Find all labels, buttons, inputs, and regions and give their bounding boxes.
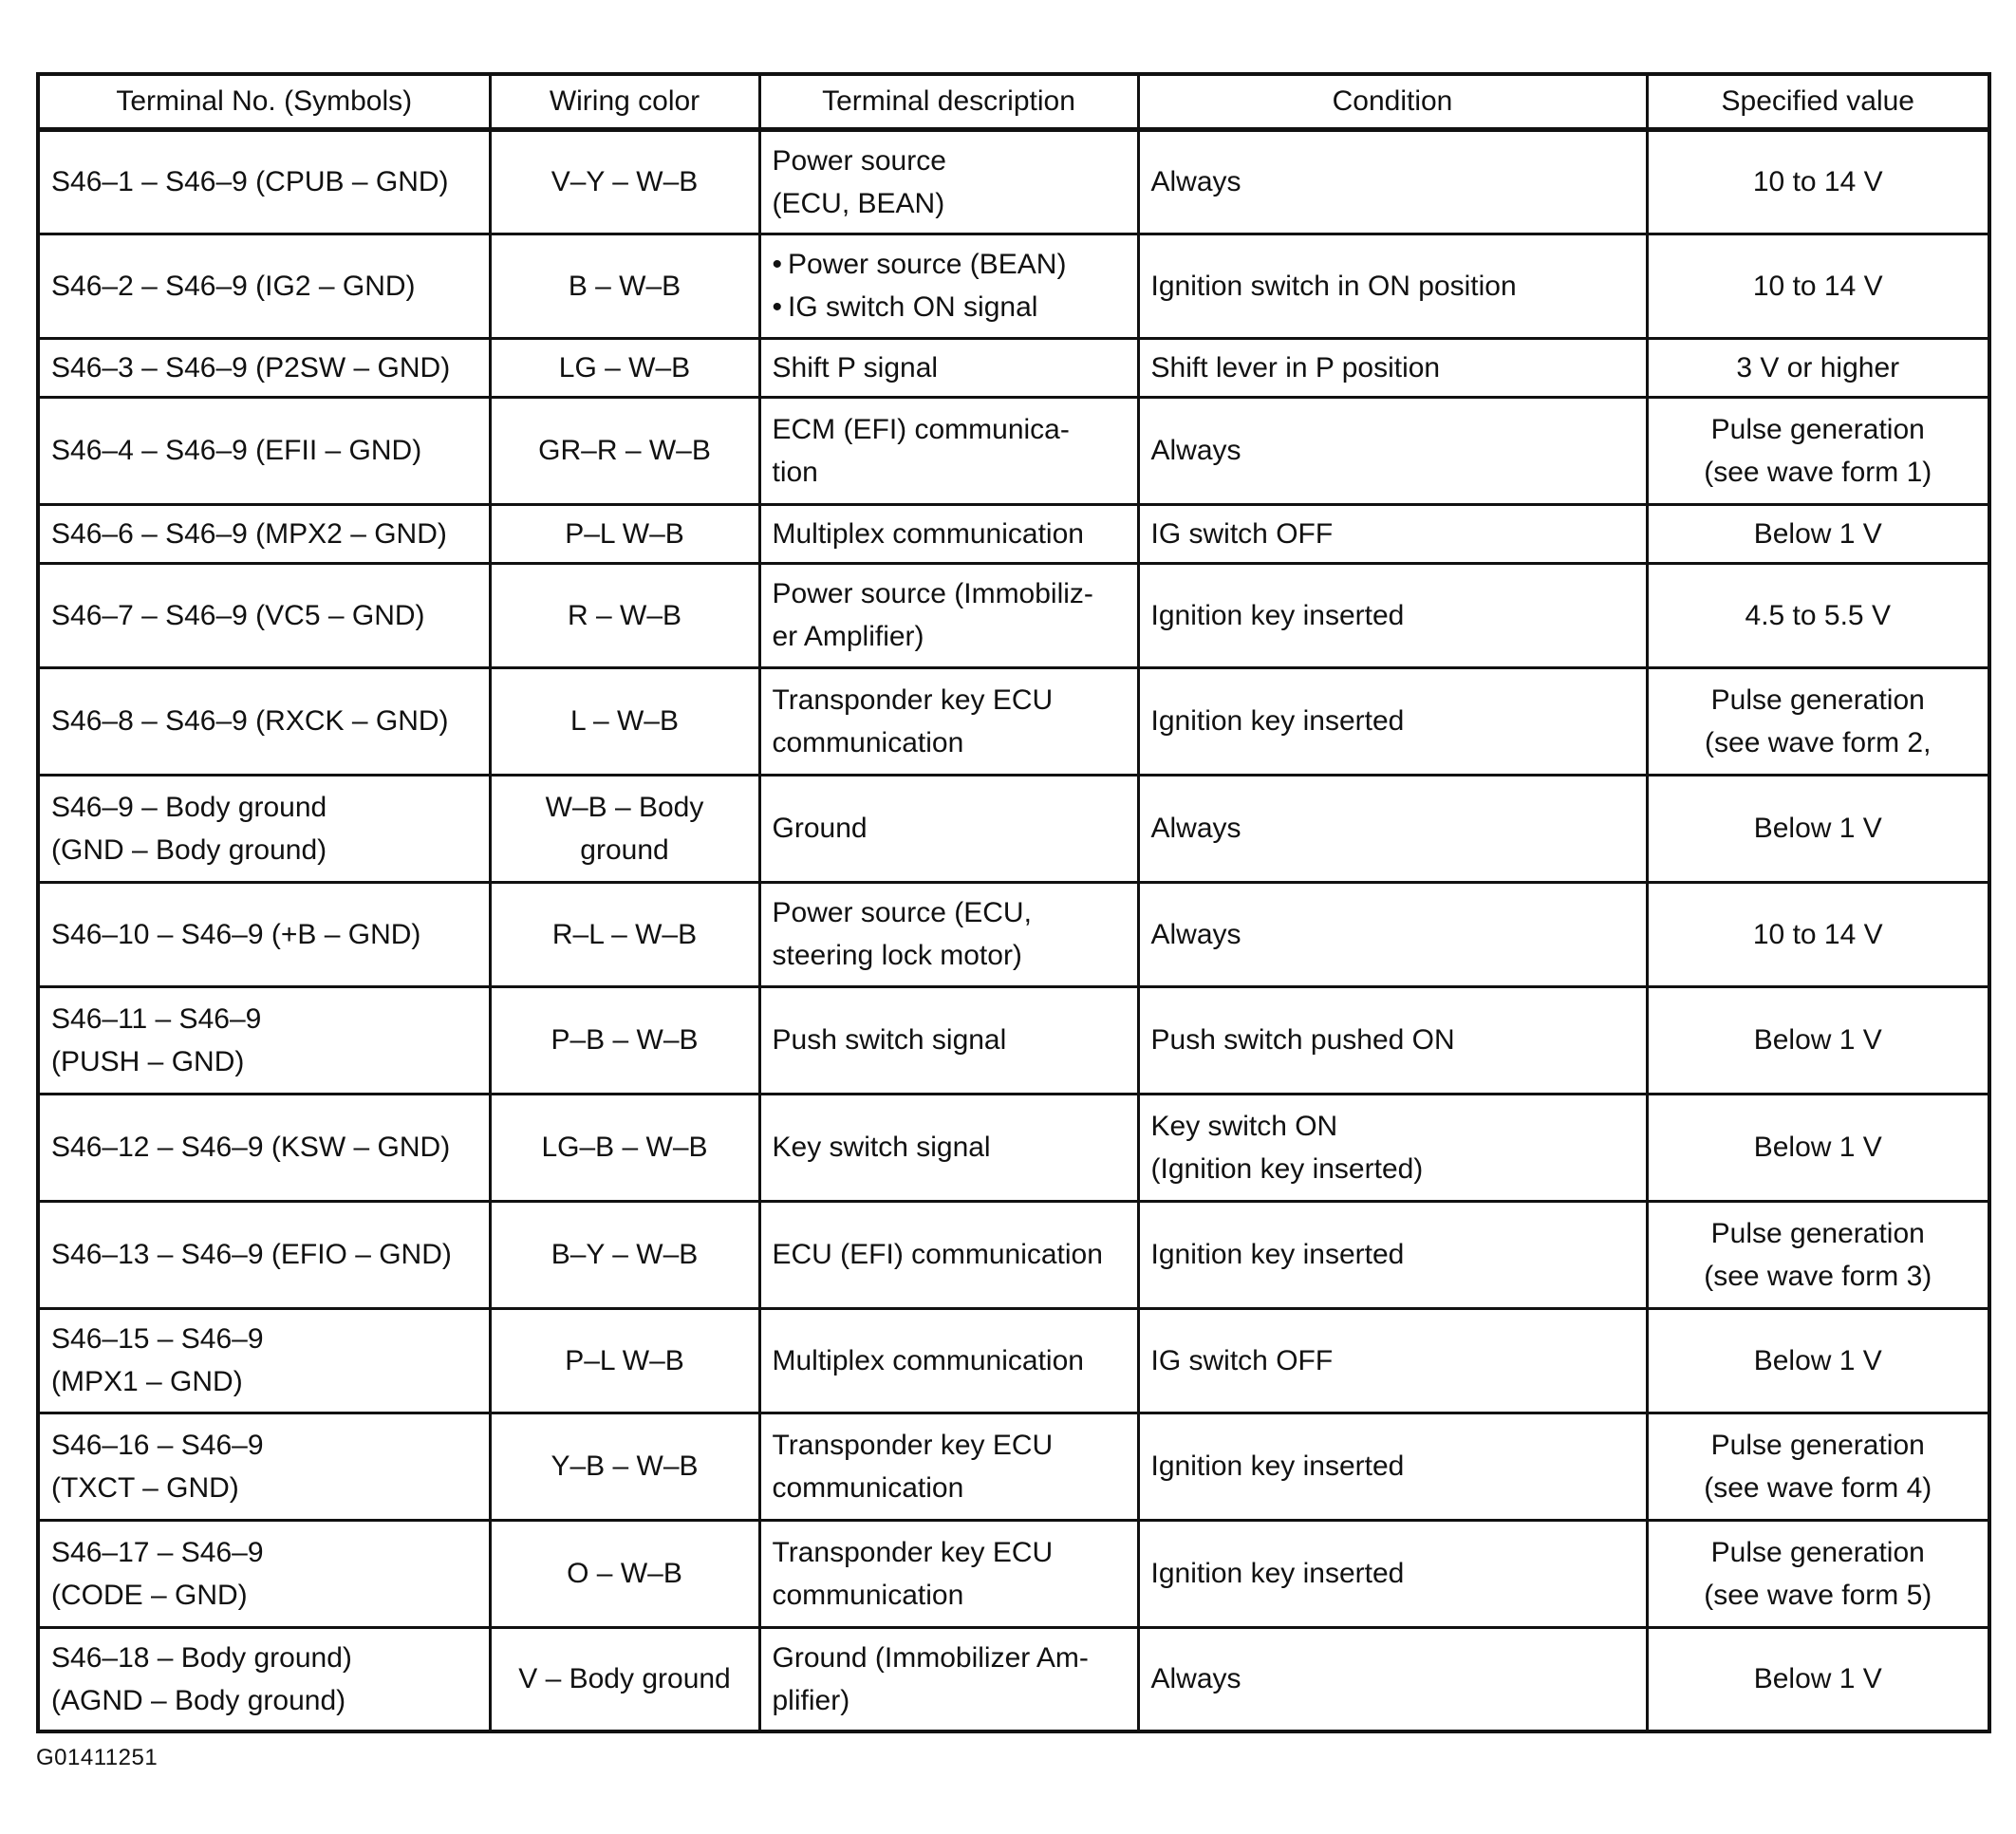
table-row: [38, 234, 1989, 338]
terminal-cell-line: S46–3 – S46–9 (P2SW – GND): [51, 351, 451, 384]
condition-cell: [1138, 1094, 1647, 1201]
terminal-cell-line: S46–8 – S46–9 (RXCK – GND): [51, 705, 449, 737]
wiring-color-cell: [490, 504, 759, 563]
wiring-color-cell-line: L – W–B: [570, 705, 679, 737]
terminal-cell: [38, 1201, 490, 1308]
description-cell: [759, 882, 1138, 986]
terminal-cell-line: S46–10 – S46–9 (+B – GND): [51, 918, 421, 950]
condition-cell: [1138, 1308, 1647, 1413]
condition-cell-line: Always: [1150, 435, 1241, 466]
terminal-cell-line: S46–2 – S46–9 (IG2 – GND): [51, 270, 416, 302]
condition-cell-line: Ignition key inserted: [1150, 1239, 1405, 1270]
specified-value-cell-line: (see wave form 1): [1704, 456, 1932, 488]
wiring-color-cell: [490, 129, 759, 234]
condition-cell-line: Ignition key inserted: [1150, 705, 1405, 737]
condition-cell: [1138, 1627, 1647, 1731]
specified-value-cell-line: 10 to 14 V: [1752, 918, 1883, 950]
wiring-color-cell: [490, 1201, 759, 1308]
table-row: [38, 667, 1989, 775]
table-row: [38, 1094, 1989, 1201]
terminal-cell-line: (PUSH – GND): [51, 1045, 245, 1077]
specified-value-cell: [1647, 397, 1989, 504]
terminal-cell-line: S46–13 – S46–9 (EFIO – GND): [51, 1239, 452, 1270]
description-cell-line: communication: [772, 726, 964, 758]
table-row: [38, 563, 1989, 667]
terminal-cell: [38, 1520, 490, 1627]
condition-cell-line: Shift lever in P position: [1150, 351, 1441, 384]
condition-cell-line: Key switch ON: [1150, 1110, 1338, 1142]
header-terminal-description: Terminal description: [759, 74, 1138, 129]
specified-value-cell-line: (see wave form 5): [1704, 1579, 1932, 1611]
condition-cell-line: Ignition key inserted: [1150, 1450, 1405, 1482]
wiring-color-cell: [490, 1520, 759, 1627]
specified-value-cell-line: Below 1 V: [1753, 517, 1882, 550]
specified-value-cell: [1647, 504, 1989, 563]
wiring-color-cell-line: P–L W–B: [565, 517, 684, 550]
description-cell-line: communication: [772, 1579, 964, 1611]
wiring-color-cell: [490, 1308, 759, 1413]
specified-value-cell: [1647, 667, 1989, 775]
figure-code: G01411251: [36, 1745, 159, 1770]
header-condition: Condition: [1138, 74, 1647, 129]
specified-value-cell-line: Below 1 V: [1753, 1132, 1882, 1163]
specified-value-cell: [1647, 1413, 1989, 1520]
condition-cell-line: Always: [1150, 166, 1241, 197]
wiring-color-cell-line: W–B – Body: [545, 791, 704, 823]
specified-value-cell-line: Below 1 V: [1753, 1344, 1882, 1376]
table-row: [38, 504, 1989, 563]
terminal-cell: [38, 667, 490, 775]
terminal-cell: [38, 338, 490, 397]
wiring-color-cell-line: V – Body ground: [518, 1663, 731, 1695]
description-bullet-line: • IG switch ON signal: [773, 286, 1126, 328]
terminal-cell: [38, 775, 490, 882]
condition-cell: [1138, 775, 1647, 882]
specified-value-cell-line: Pulse generation: [1710, 413, 1925, 445]
terminal-cell-line: S46–16 – S46–9: [51, 1429, 264, 1461]
condition-cell-line: (Ignition key inserted): [1150, 1152, 1424, 1185]
specified-value-cell-line: (see wave form 4): [1704, 1471, 1932, 1504]
header-wiring-color: Wiring color: [490, 74, 759, 129]
terminal-cell-line: (CODE – GND): [51, 1579, 248, 1611]
terminal-cell-line: S46–6 – S46–9 (MPX2 – GND): [51, 517, 447, 550]
condition-cell-line: IG switch OFF: [1150, 1344, 1334, 1376]
wiring-color-cell-line: Y–B – W–B: [551, 1450, 699, 1482]
terminal-cell-line: S46–18 – Body ground): [51, 1641, 352, 1674]
description-cell: [759, 1520, 1138, 1627]
terminal-cell-line: S46–15 – S46–9: [51, 1323, 264, 1355]
terminal-cell: [38, 504, 490, 563]
description-cell: [759, 563, 1138, 667]
wiring-color-cell-line: P–L W–B: [565, 1344, 684, 1376]
description-cell-line: communication: [772, 1471, 964, 1504]
specified-value-cell: [1647, 563, 1989, 667]
description-cell: [759, 1094, 1138, 1201]
terminal-cell-line: (TXCT – GND): [51, 1471, 239, 1504]
specified-value-cell-line: 10 to 14 V: [1752, 270, 1883, 302]
description-cell-line: Transponder key ECU: [772, 1429, 1054, 1461]
specified-value-cell-line: 10 to 14 V: [1752, 166, 1883, 197]
specified-value-cell-line: 3 V or higher: [1736, 351, 1900, 384]
specified-value-cell-line: (see wave form 2,: [1705, 726, 1932, 758]
wiring-color-cell: [490, 775, 759, 882]
condition-cell: [1138, 563, 1647, 667]
condition-cell-line: Always: [1150, 813, 1241, 844]
description-cell-line: Ground (Immobilizer Am-: [772, 1641, 1089, 1674]
wiring-color-cell: [490, 882, 759, 986]
description-cell: [759, 775, 1138, 882]
description-cell-line: ECU (EFI) communication: [772, 1239, 1103, 1270]
condition-cell: [1138, 129, 1647, 234]
condition-cell-line: Push switch pushed ON: [1150, 1024, 1455, 1056]
condition-cell: [1138, 397, 1647, 504]
description-cell: [759, 129, 1138, 234]
wiring-color-cell: [490, 667, 759, 775]
terminal-cell-line: S46–4 – S46–9 (EFII – GND): [51, 435, 422, 466]
terminal-cell: [38, 882, 490, 986]
wiring-color-cell-line: B–Y – W–B: [551, 1239, 699, 1270]
description-cell: [759, 667, 1138, 775]
description-cell-line: er Amplifier): [772, 621, 924, 652]
table-row: [38, 397, 1989, 504]
wiring-color-cell: [490, 234, 759, 338]
wiring-color-cell-line: P–B – W–B: [551, 1024, 699, 1056]
condition-cell: [1138, 1520, 1647, 1627]
table-row: [38, 986, 1989, 1094]
terminal-cell-line: (GND – Body ground): [51, 833, 327, 866]
specified-value-cell: [1647, 1201, 1989, 1308]
condition-cell-line: Ignition key inserted: [1150, 599, 1405, 631]
table-row: [38, 882, 1989, 986]
specified-value-cell-line: Below 1 V: [1753, 813, 1882, 844]
condition-cell-line: Ignition switch in ON position: [1150, 270, 1517, 302]
specified-value-cell: [1647, 1520, 1989, 1627]
wiring-color-cell-line: ground: [580, 833, 669, 866]
description-cell-line: Ground: [772, 813, 868, 844]
description-cell: [759, 1627, 1138, 1731]
condition-cell: [1138, 882, 1647, 986]
description-cell: [759, 1201, 1138, 1308]
wiring-color-cell: [490, 1413, 759, 1520]
header-row: [38, 74, 1989, 129]
specified-value-cell: [1647, 986, 1989, 1094]
wiring-color-cell: [490, 397, 759, 504]
description-cell: [759, 234, 1138, 338]
header-specified-value: Specified value: [1647, 74, 1989, 129]
description-cell-line: Key switch signal: [772, 1132, 991, 1163]
terminal-cell: [38, 1627, 490, 1731]
specified-value-cell-line: (see wave form 3): [1704, 1260, 1932, 1292]
description-cell-line: steering lock motor): [772, 940, 1022, 971]
description-cell-line: tion: [772, 456, 818, 488]
table-row: [38, 1308, 1989, 1413]
condition-cell: [1138, 234, 1647, 338]
terminal-cell: [38, 563, 490, 667]
specified-value-cell-line: Pulse generation: [1710, 1217, 1925, 1249]
description-cell-line: Push switch signal: [772, 1024, 1007, 1056]
wiring-color-cell-line: B – W–B: [568, 270, 681, 302]
wiring-color-cell: [490, 338, 759, 397]
terminal-cell-line: S46–9 – Body ground: [51, 791, 327, 823]
condition-cell: [1138, 1201, 1647, 1308]
terminal-cell-line: S46–12 – S46–9 (KSW – GND): [51, 1132, 451, 1163]
specified-value-cell: [1647, 1627, 1989, 1731]
description-cell-line: Power source (Immobiliz-: [772, 578, 1093, 609]
specified-value-cell-line: Pulse generation: [1710, 1429, 1925, 1461]
specified-value-cell: [1647, 234, 1989, 338]
wiring-color-cell-line: LG–B – W–B: [541, 1132, 708, 1163]
terminal-spec-table: [36, 72, 1991, 1733]
terminal-cell-line: S46–7 – S46–9 (VC5 – GND): [51, 599, 425, 631]
terminal-cell: [38, 397, 490, 504]
specified-value-cell-line: Pulse generation: [1710, 683, 1925, 716]
description-cell-line: Multiplex communication: [772, 517, 1084, 550]
table-row: [38, 1413, 1989, 1520]
wiring-color-cell: [490, 986, 759, 1094]
description-cell-line: Multiplex communication: [772, 1344, 1084, 1376]
wiring-color-cell-line: LG – W–B: [558, 351, 691, 384]
wiring-color-cell-line: R – W–B: [567, 599, 682, 631]
description-cell-line: Power source: [772, 144, 946, 177]
specified-value-cell: [1647, 1308, 1989, 1413]
specified-value-cell: [1647, 882, 1989, 986]
condition-cell-line: Always: [1150, 918, 1241, 950]
table-header: [38, 74, 1989, 129]
description-cell: [759, 504, 1138, 563]
wiring-color-cell-line: O – W–B: [567, 1558, 682, 1589]
description-cell: [759, 397, 1138, 504]
description-cell-line: (ECU, BEAN): [772, 187, 945, 219]
table-row: [38, 1201, 1989, 1308]
terminal-cell: [38, 129, 490, 234]
table-row: [38, 338, 1989, 397]
wiring-color-cell: [490, 1627, 759, 1731]
condition-cell: [1138, 338, 1647, 397]
terminal-cell-line: S46–17 – S46–9: [51, 1536, 264, 1568]
wiring-color-cell: [490, 1094, 759, 1201]
condition-cell-line: Always: [1150, 1663, 1241, 1695]
description-cell-line: Transponder key ECU: [772, 683, 1054, 716]
terminal-cell-line: S46–11 – S46–9: [51, 1002, 262, 1035]
description-cell: [759, 1413, 1138, 1520]
specified-value-cell: [1647, 1094, 1989, 1201]
description-cell-line: Shift P signal: [772, 351, 939, 384]
terminal-cell-line: (MPX1 – GND): [51, 1366, 243, 1397]
terminal-cell-line: (AGND – Body ground): [51, 1684, 346, 1716]
terminal-cell: [38, 234, 490, 338]
condition-cell: [1138, 667, 1647, 775]
terminal-cell: [38, 1308, 490, 1413]
specified-value-cell: [1647, 338, 1989, 397]
description-cell: [759, 986, 1138, 1094]
description-cell-line: Transponder key ECU: [772, 1536, 1054, 1568]
description-cell-line: Power source (ECU,: [772, 897, 1032, 928]
specified-value-cell: [1647, 129, 1989, 234]
specified-value-cell-line: Pulse generation: [1710, 1536, 1925, 1568]
terminal-cell: [38, 1094, 490, 1201]
table-body: [38, 129, 1989, 1731]
header-terminal: Terminal No. (Symbols): [38, 74, 490, 129]
condition-cell: [1138, 504, 1647, 563]
condition-cell: [1138, 1413, 1647, 1520]
table-row: [38, 1520, 1989, 1627]
wiring-color-cell-line: V–Y – W–B: [551, 166, 699, 197]
specified-value-cell-line: 4.5 to 5.5 V: [1745, 599, 1891, 631]
wiring-color-cell: [490, 563, 759, 667]
condition-cell-line: Ignition key inserted: [1150, 1558, 1405, 1589]
wiring-color-cell-line: GR–R – W–B: [538, 435, 711, 466]
table-row: [38, 775, 1989, 882]
wiring-color-cell-line: R–L – W–B: [551, 918, 698, 950]
specified-value-cell: [1647, 775, 1989, 882]
description-cell-line: plifier): [772, 1684, 850, 1716]
terminal-cell: [38, 1413, 490, 1520]
condition-cell: [1138, 986, 1647, 1094]
terminal-cell-line: S46–1 – S46–9 (CPUB – GND): [51, 166, 449, 197]
specified-value-cell-line: Below 1 V: [1753, 1024, 1882, 1056]
description-cell: [759, 1308, 1138, 1413]
table-row: [38, 129, 1989, 234]
description-cell: [759, 338, 1138, 397]
description-bullet-line: • Power source (BEAN): [773, 243, 1126, 286]
condition-cell-line: IG switch OFF: [1150, 517, 1334, 550]
table-row: [38, 1627, 1989, 1731]
description-cell-line: ECM (EFI) communica-: [772, 413, 1070, 445]
specified-value-cell-line: Below 1 V: [1753, 1663, 1882, 1695]
terminal-cell: [38, 986, 490, 1094]
